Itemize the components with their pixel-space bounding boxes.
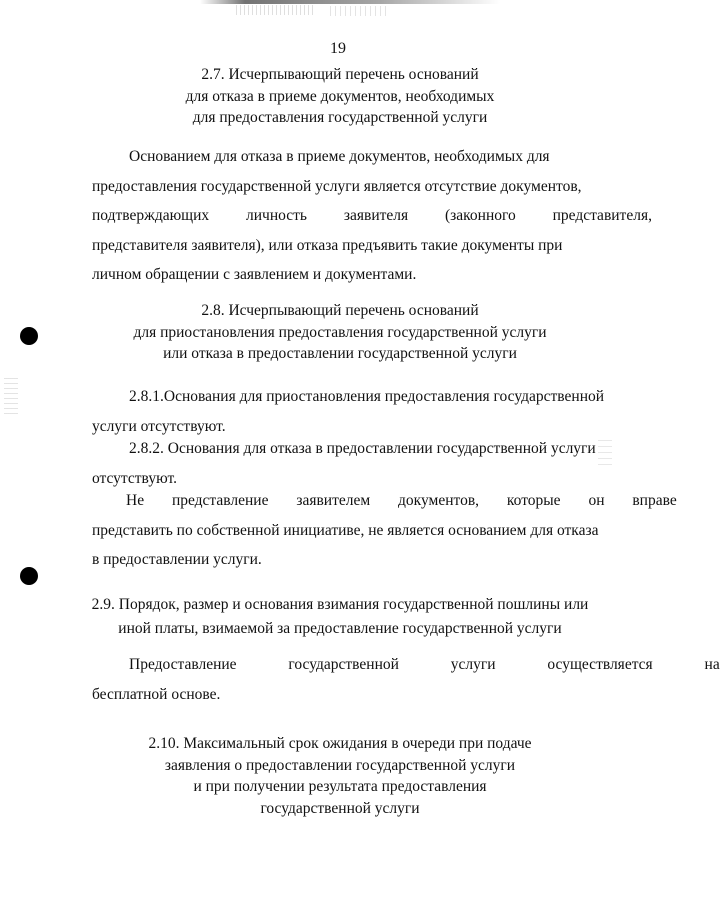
- paragraph-line: представить по собственной инициативе, не является основанием для отказа: [92, 521, 599, 539]
- scan-noise: [236, 5, 316, 15]
- paragraph-line: предоставления государственной услуги является отсутствие документов,: [92, 177, 582, 195]
- section-2-9-heading: [60, 593, 620, 641]
- section-2-8-2-paragraph: [92, 434, 596, 493]
- heading-line: для отказа в приеме документов, необходимых: [185, 87, 495, 105]
- scan-noise: [4, 378, 18, 418]
- section-2-8-heading: [60, 300, 620, 365]
- section-2-8-1-paragraph: [92, 382, 605, 441]
- section-2-7-heading: [60, 64, 620, 129]
- punch-hole: [20, 567, 38, 585]
- scan-noise: [598, 440, 612, 470]
- section-2-8-3-paragraph: [92, 486, 677, 575]
- section-2-10-heading: [60, 733, 620, 819]
- heading-line: для приостановления предоставления государственной услуги: [133, 323, 547, 341]
- paragraph-line: бесплатной основе.: [92, 685, 221, 703]
- heading-line: 2.9. Порядок, размер и основания взимания государственной пошлины или: [91, 596, 589, 613]
- paragraph-line: личном обращении с заявлением и документами.: [92, 266, 417, 283]
- heading-line: заявления о предоставлении государственной услуги: [164, 756, 516, 774]
- heading-line: 2.8. Исчерпывающий перечень оснований: [201, 302, 479, 319]
- paragraph-line: 2.8.2. Основания для отказа в предоставлении государственной услуги: [129, 440, 596, 457]
- heading-line: 2.7. Исчерпывающий перечень оснований: [201, 66, 479, 83]
- heading-line: 2.10. Максимальный срок ожидания в очереди при подаче: [148, 735, 532, 752]
- scan-artifact-top: [200, 0, 500, 4]
- heading-line: и при получении результата предоставления: [193, 778, 487, 795]
- paragraph-line: Предоставление государственной услуги осуществляется на: [129, 656, 720, 673]
- section-2-9-paragraph: [92, 650, 720, 709]
- paragraph-line: 2.8.1.Основания для приостановления предоставления государственной: [129, 388, 605, 405]
- heading-line: государственной услуги: [260, 799, 420, 817]
- heading-line: иной платы, взимаемой за предоставление государственной услуги: [118, 620, 562, 637]
- page-number: 19: [330, 40, 346, 57]
- paragraph-line: подтверждающих личность заявителя (законного представителя,: [92, 207, 652, 224]
- punch-hole: [20, 327, 38, 345]
- paragraph-line: отсутствуют.: [92, 469, 177, 487]
- line-text: Основанием для отказа в приеме документов, необходимых для: [129, 148, 550, 165]
- scan-noise: [330, 6, 390, 16]
- paragraph-line: услуги отсутствуют.: [92, 417, 226, 435]
- paragraph-line: Не представление заявителем документов, которые он вправе: [126, 492, 677, 509]
- paragraph-line: [92, 142, 588, 172]
- heading-line: для предоставления государственной услуги: [192, 109, 488, 126]
- heading-line: или отказа в предоставлении государственной услуги: [163, 345, 517, 362]
- paragraph-line: в предоставлении услуги.: [92, 551, 262, 568]
- paragraph-line: представителя заявителя), или отказа предъявить такие документы при: [92, 236, 563, 254]
- section-2-7-paragraph: [92, 142, 652, 290]
